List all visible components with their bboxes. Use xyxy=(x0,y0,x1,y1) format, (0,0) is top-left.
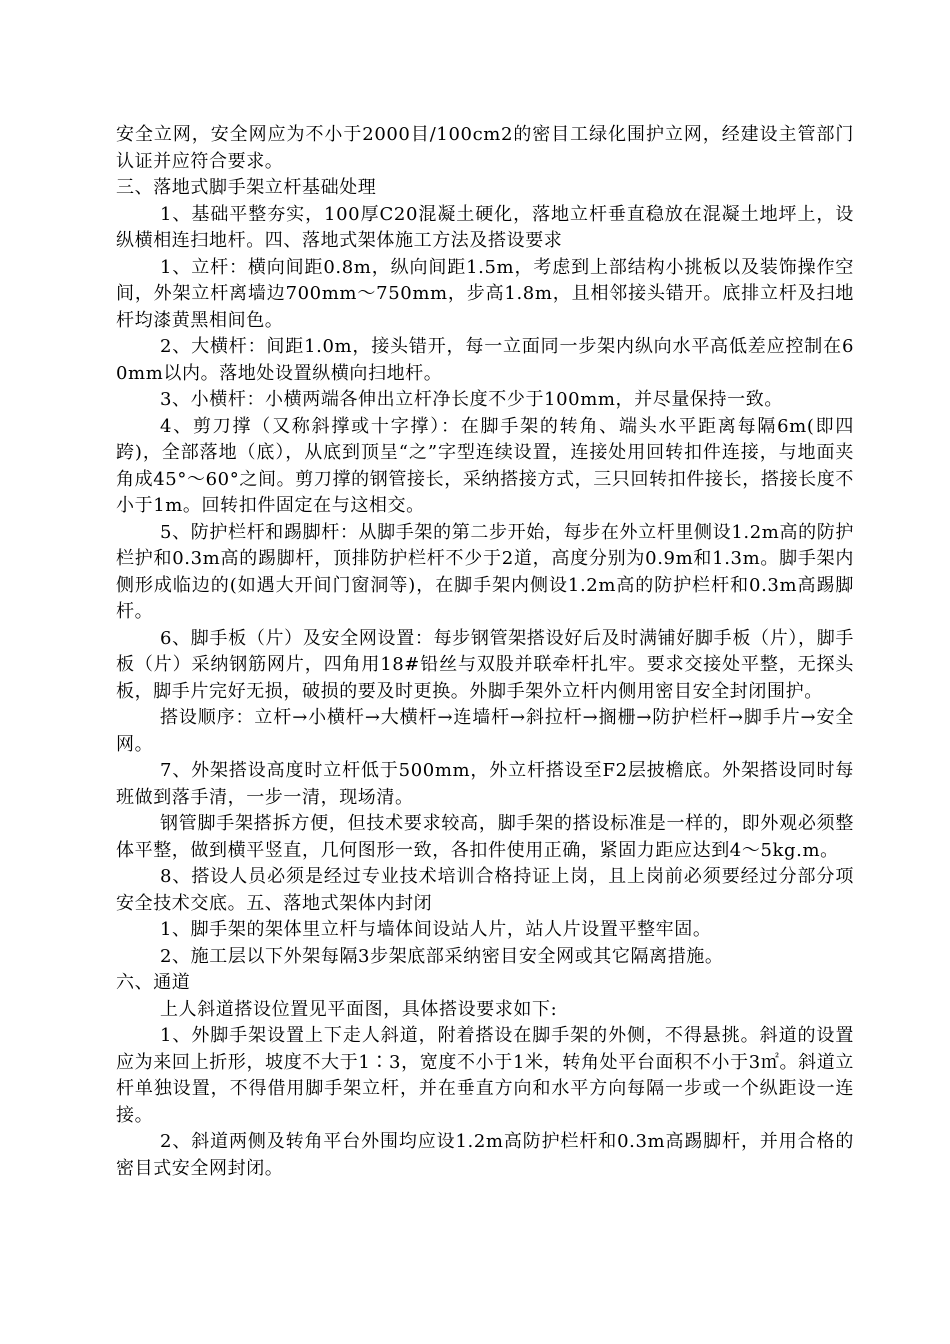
paragraph-ramp-guardrail: 2、斜道两侧及转角平台外围均应设1.2m高防护栏杆和0.3m高踢脚杆，并用合格的密目式安全网封闭。 xyxy=(116,1131,854,1179)
paragraph-ramp-intro: 上人斜道搭设位置见平面图，具体搭设要求如下: xyxy=(160,998,558,1020)
paragraph-safety-net: 安全立网，安全网应为不小于2000目/100cm2的密目工绿化围护立网，经建设主管部门认证并应符合要求。 xyxy=(116,124,854,172)
paragraph-ramp-setup: 1、外脚手架设置上下走人斜道，附着搭设在脚手架的外侧，不得悬挑。斜道的设置应为来回上折形，坡度不大于1∶3，宽度不小于1米，转角处平台面积不小于3㎡。斜道立杆单独设置，不得借用脚手架立杆，并在垂直方向和水平方向每隔一步或一个纵距设一连接。 xyxy=(116,1025,854,1126)
paragraph-height: 7、外架搭设高度时立杆低于500mm，外立杆搭设至F2层披檐底。外架搭设同时每班做到落手清，一步一清，现场清。 xyxy=(116,760,854,808)
paragraph-erection-order: 搭设顺序：立杆→小横杆→大横杆→连墙杆→斜拉杆→搁栅→防护栏杆→脚手片→安全网。 xyxy=(116,707,854,755)
paragraph-steel-scaffold: 钢管脚手架搭拆方便，但技术要求较高，脚手架的搭设标准是一样的，即外观必须整体平整，做到横平竖直，几何图形一致，各扣件使用正确，紧固力距应达到4～5kg.m。 xyxy=(116,813,854,861)
paragraph-large-crossbar: 2、大横杆：间距1.0m，接头错开，每一立面同一步架内纵向水平高低差应控制在60mm以内。落地处设置纵横向扫地杆。 xyxy=(116,336,854,384)
heading-section-6: 六、通道 xyxy=(116,972,191,993)
paragraph-scissor-brace: 4、剪刀撑（又称斜撑或十字撑）：在脚手架的转角、端头水平距离每隔6m(即四跨)，全部落地（底），从底到顶呈“之”字型连续设置，连接处用回转扣件连接，与地面夹角成45°～60°之间。剪刀撑的钢管接长，采纳搭接方式，三只回转扣件接长，搭接长度不小于1m。回转扣件固定在与这相交。 xyxy=(116,415,854,516)
paragraph-guardrail: 5、防护栏杆和踢脚杆：从脚手架的第二步开始，每步在外立杆里侧设1.2m高的防护栏护和0.3m高的踢脚杆，顶排防护栏杆不少于2道，高度分别为0.9m和1.3m。脚手架内侧形成临边的(如遇大开间门窗洞等)，在脚手架内侧设1.2m高的防护栏杆和0.3m高踢脚杆。 xyxy=(116,521,854,622)
paragraph-personnel: 8、搭设人员必须是经过专业技术培训合格持证上岗，且上岗前必须要经过分部分项安全技术交底。五、落地式架体内封闭 xyxy=(116,866,854,914)
paragraph-small-crossbar: 3、小横杆：小横两端各伸出立杆净长度不少于100mm，并尽量保持一致。 xyxy=(160,389,783,410)
paragraph-scaffold-board: 6、脚手板（片）及安全网设置：每步钢管架搭设好后及时满铺好脚手板（片），脚手板（片）采纳钢筋网片，四角用18#铅丝与双股并联牵杆扎牢。要求交接处平整，无探头板，脚手片完好无损，破损的要及时更换。外脚手架外立杆内侧用密目安全封闭围护。 xyxy=(116,627,854,702)
paragraph-standing-plate: 1、脚手架的架体里立杆与墙体间设站人片，站人片设置平整牢固。 xyxy=(160,919,712,940)
paragraph-isolation: 2、施工层以下外架每隔3步架底部采纳密目安全网或其它隔离措施。 xyxy=(160,945,724,967)
paragraph-foundation: 1、基础平整夯实，100厚C20混凝土硬化，落地立杆垂直稳放在混凝土地坪上，设纵横相连扫地杆。四、落地式架体施工方法及搭设要求 xyxy=(116,203,854,251)
paragraph-upright-pole: 1、立杆：横向间距0.8m，纵向间距1.5m，考虑到上部结构小挑板以及装饰操作空间，外架立杆离墙边700mm～750mm，步高1.8m，且相邻接头错开。底排立杆及扫地杆均漆黄黑相间色。 xyxy=(116,256,854,331)
heading-section-3: 三、落地式脚手架立杆基础处理 xyxy=(116,177,377,198)
